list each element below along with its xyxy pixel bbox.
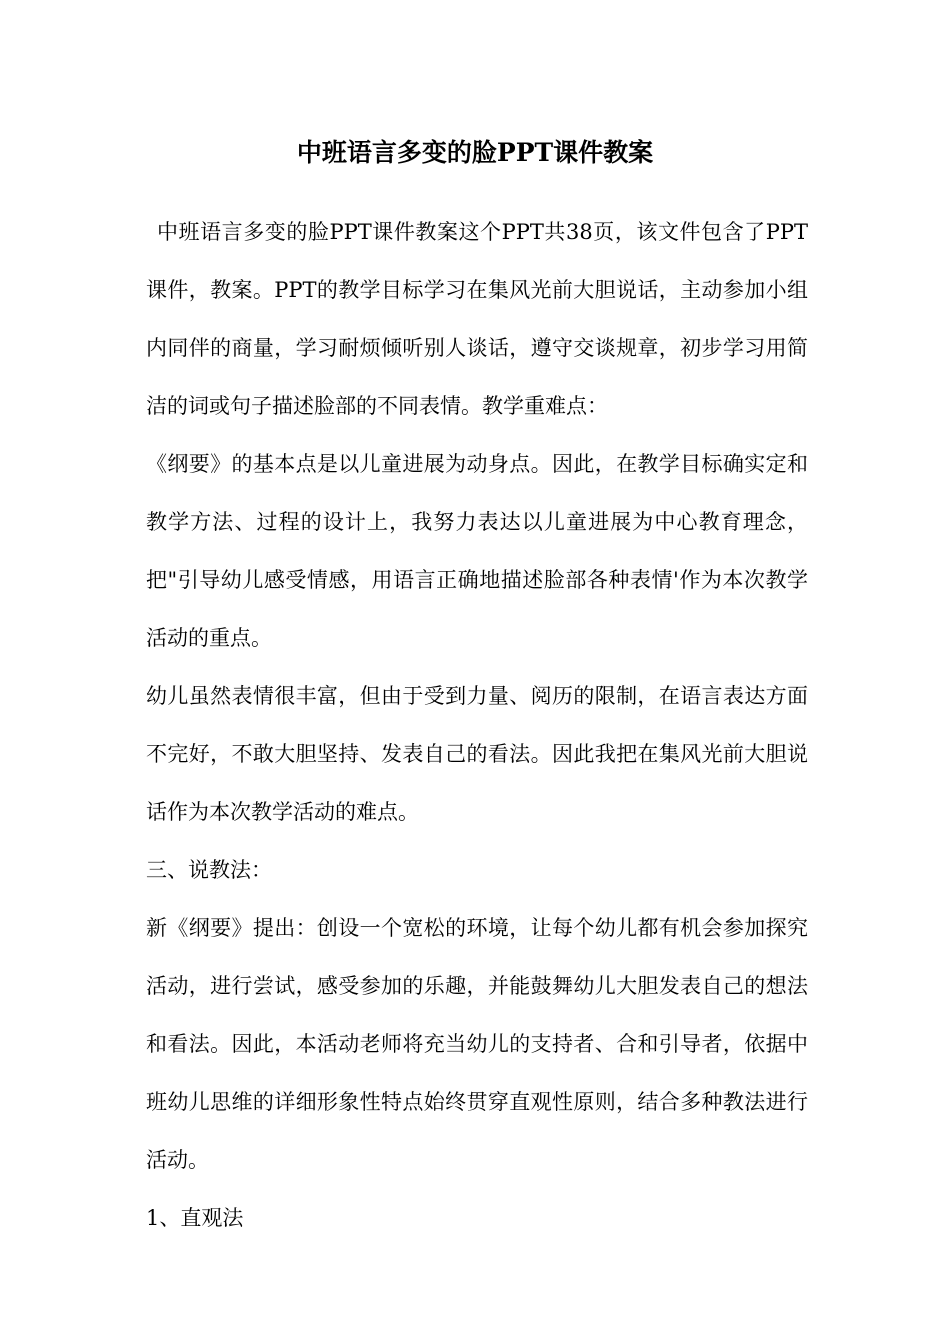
teaching-methods-paragraph: 新《纲要》提出：创设一个宽松的环境，让每个幼儿都有机会参加探究活动，进行尝试，感受参加的乐趣，并能鼓舞幼儿大胆发表自己的想法和看法。因此，本活动老师将充当幼儿的支持者、合和引导者，依据中班幼儿思维的详细形象性特点始终贯穿直观性原则，结合多种教法进行活动。 xyxy=(146,916,808,1172)
intro-paragraph: 中班语言多变的脸PPT课件教案这个PPT共38页，该文件包含了PPT课件，教案。PPT的教学目标学习在集风光前大胆说话，主动参加小组内同伴的商量，学习耐烦倾听别人谈话，遵守交谈规章，初步学习用简洁的词或句子描述脸部的不同表情。教学重难点： xyxy=(146,220,808,418)
subsection-heading-direct-method: 1、直观法 xyxy=(146,1206,244,1230)
document-title: 中班语言多变的脸PPT课件教案 xyxy=(296,138,654,167)
difficulty-paragraph: 幼儿虽然表情很丰富，但由于受到力量、阅历的限制，在语言表达方面不完好，不敢大胆坚持、发表自己的看法。因此我把在集风光前大胆说话作为本次教学活动的难点。 xyxy=(146,684,808,824)
key-points-paragraph: 《纲要》的基本点是以儿童进展为动身点。因此，在教学目标确实定和教学方法、过程的设计上，我努力表达以儿童进展为中心教育理念，把"引导幼儿感受情感，用语言正确地描述脸部各种表情'作为本次教学活动的重点。 xyxy=(146,452,808,650)
section-heading-teaching-methods: 三、说教法： xyxy=(146,858,272,882)
document-body xyxy=(146,203,808,1247)
